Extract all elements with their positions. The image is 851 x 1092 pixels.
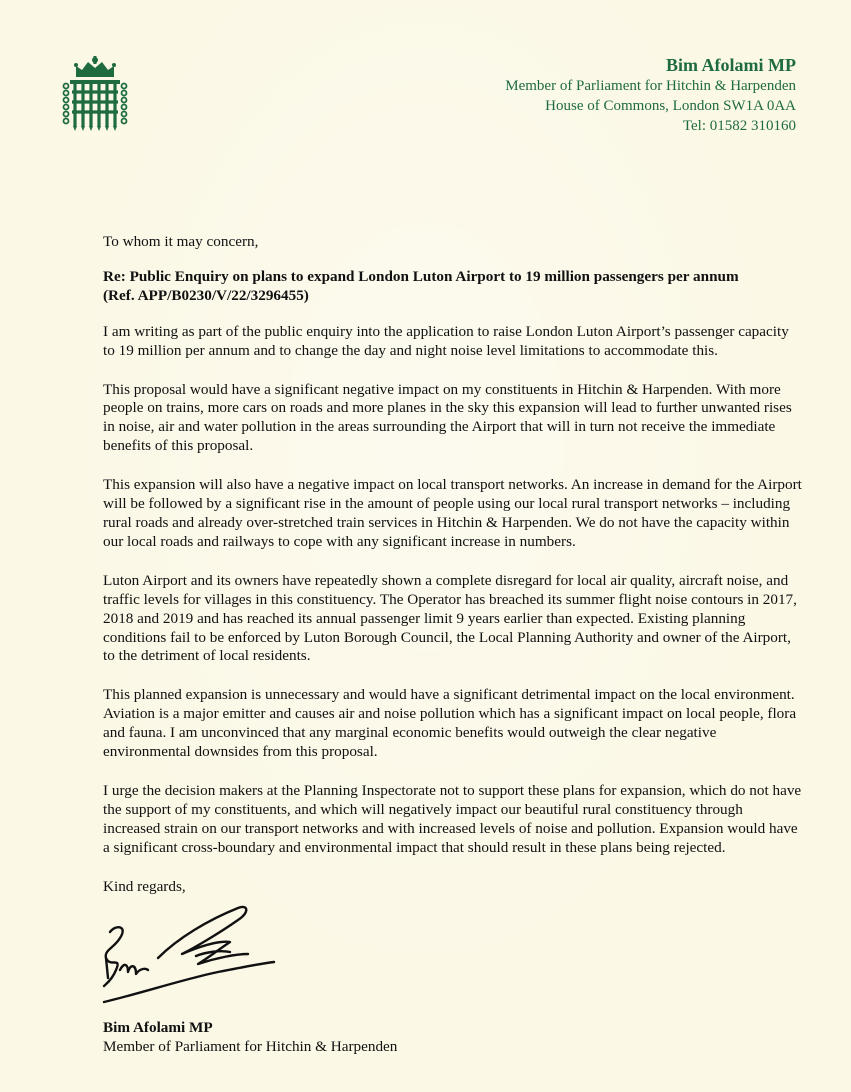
signoff-block xyxy=(103,1018,397,1056)
sender-phone: Tel: 01582 310160 xyxy=(682,118,796,134)
paragraph: This proposal would have a significant negative impact on my constituents in Hitchin & Harpenden. With more people on trains, more cars on roads and more planes in the sky this expansion will lead to further unwanted rises in noise, air and water pollution in the areas surrounding the Airport that will in turn not receive the immediate benefits of this proposal. xyxy=(103,380,792,455)
paragraph: This planned expansion is unnecessary and would have a significant detrimental impact on the local environment. Aviation is a major emitter and causes air and noise pollution which has a significant impact on local people, flora and fauna. I am unconvinced that any marginal economic benefits would outweigh the clear negative environmental downsides from this proposal. xyxy=(103,686,797,761)
letterhead xyxy=(505,54,796,136)
sender-address: House of Commons, London SW1A 0AA xyxy=(545,98,796,114)
subject-title: Re: Public Enquiry on plans to expand London Luton Airport to 19 million passengers per annum xyxy=(103,267,739,285)
signoff-title: Member of Parliament for Hitchin & Harpenden xyxy=(103,1038,398,1055)
handwritten-signature xyxy=(98,898,283,1016)
sender-title: Member of Parliament for Hitchin & Harpenden xyxy=(505,78,796,94)
paragraph: This expansion will also have a negative impact on local transport networks. An increase in demand for the Airport will be followed by a significant rise in the amount of people using our local rural transport networks – including rural roads and already over-stretched train services in Hitchin & Harpenden. We do not have the capacity within our local roads and railways to cope with any significant increase in numbers. xyxy=(103,476,802,550)
paragraph: I urge the decision makers at the Planning Inspectorate not to support these plans for expansion, which do not have the support of my constituents, and which will negatively impact our beautiful rural constituency through increased strain on our transport networks and with increased levels of noise and pollution. Expansion would have a significant cross-boundary and environmental impact that should result in these plans being rejected. xyxy=(103,781,802,856)
paragraph: Luton Airport and its owners have repeatedly shown a complete disregard for local air quality, aircraft noise, and traffic levels for villages in this constituency. The Operator has breached its summer flight noise contours in 2017, 2018 and 2019 and has reached its annual passenger limit 9 years earlier than expected. Existing planning conditions fail to be enforced by Luton Borough Council, the Local Planning Authority and owner of the Airport, to the detriment of local residents. xyxy=(103,571,797,665)
sender-name: Bim Afolami MP xyxy=(666,55,796,75)
greeting: To whom it may concern, xyxy=(103,233,259,250)
subject-reference: (Ref. APP/B0230/V/22/3296455) xyxy=(103,286,309,304)
signoff-name: Bim Afolami MP xyxy=(103,1019,213,1036)
subject-line xyxy=(103,268,803,306)
closing: Kind regards, xyxy=(103,877,186,895)
paragraph: I am writing as part of the public enquiry into the application to raise London Luton Airport’s passenger capacity to 19 million per annum and to change the day and night noise level limitations to accommodate this. xyxy=(103,322,789,359)
letter-body xyxy=(103,233,803,896)
portcullis-icon xyxy=(62,56,128,132)
